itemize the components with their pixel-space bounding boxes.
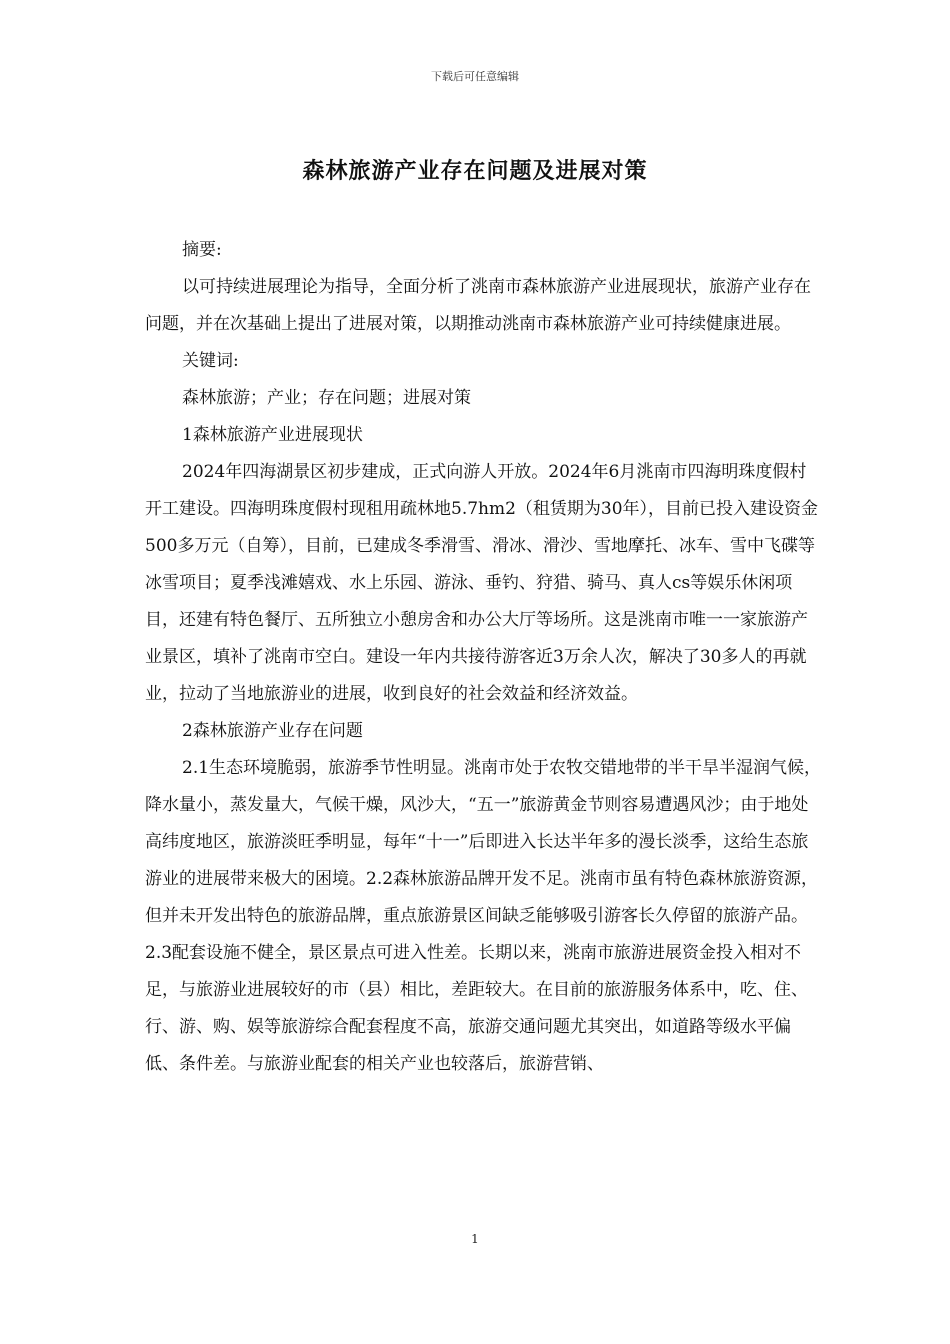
section-2-text: 2.1生态环境脆弱，旅游季节性明显。洮南市处于农牧交错地带的半干旱半湿润气候，降水量小，蒸发量大，气候干燥，风沙大，“五一”旅游黄金节则容易遭遇风沙；由于地处高纬度地区，旅游淡旺季明显，每年“十一”后即进入长达半年多的漫长淡季，这给生态旅游业的进展带来极大的困境。2.2森林旅游品牌开发不足。洮南市虽有特色森林旅游资源，但并未开发出特色的旅游品牌，重点旅游景区间缺乏能够吸引游客长久停留的旅游产品。2.3配套设施不健全，景区景点可进入性差。长期以来，洮南市旅游进展资金投入相对不足，与旅游业进展较好的市（县）相比，差距较大。在目前的旅游服务体系中，吃、住、行、游、购、娱等旅游综合配套程度不高，旅游交通问题尤其突出，如道路等级水平偏低、条件差。与旅游业配套的相关产业也较落后，旅游营销、	[145, 758, 822, 1074]
section-1-text: 2024年四海湖景区初步建成，正式向游人开放。2024年6月洮南市四海明珠度假村开工建设。四海明珠度假村现租用疏林地5.7hm2（租赁期为30年），目前已投入建设资金500多万元（自筹），目前，已建成冬季滑雪、滑冰、滑沙、雪地摩托、冰车、雪中飞碟等冰雪项目；夏季浅滩嬉戏、水上乐园、游泳、垂钓、狩猎、骑马、真人cs等娱乐休闲项目，还建有特色餐厅、五所独立小憩房舍和办公大厅等场所。这是洮南市唯一一家旅游产业景区，填补了洮南市空白。建设一年内共接待游客近3万余人次，解决了30多人的再就业，拉动了当地旅游业的进展，收到良好的社会效益和经济效益。	[145, 462, 819, 704]
section-1-heading: 1森林旅游产业进展现状	[182, 425, 363, 445]
document-body	[145, 232, 823, 1083]
keywords-text: 森林旅游；产业；存在问题；进展对策	[182, 388, 471, 408]
abstract-text: 以可持续进展理论为指导，全面分析了洮南市森林旅游产业进展现状，旅游产业存在问题，并在次基础上提出了进展对策，以期推动洮南市森林旅游产业可持续健康进展。	[145, 277, 811, 334]
section-2-heading: 2森林旅游产业存在问题	[182, 721, 363, 741]
header-note: 下载后可任意编辑	[431, 70, 519, 83]
page-number: 1	[471, 1232, 479, 1246]
document-title: 森林旅游产业存在问题及进展对策	[302, 158, 648, 184]
abstract-label: 摘要:	[182, 240, 222, 260]
keywords-label: 关键词:	[182, 351, 239, 371]
